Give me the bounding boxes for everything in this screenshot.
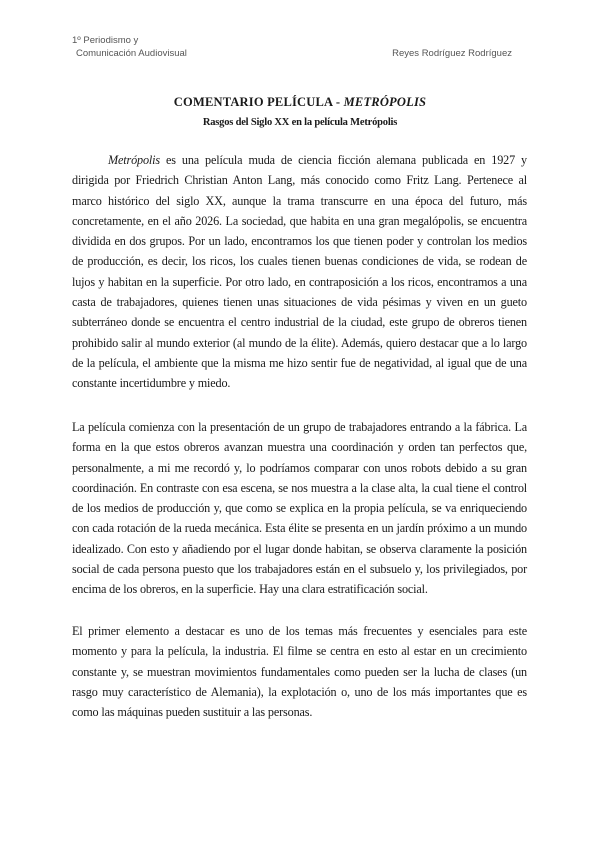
paragraph-1-lead: Metrópolis [108, 153, 160, 167]
document-title [0, 95, 600, 110]
header-course-line2: Comunicación Audiovisual [76, 48, 187, 59]
paragraph-2: La película comienza con la presentación de un grupo de trabajadores entrando a la fábrica. La forma en la que estos obreros avanzan muestra una coordinación y orden tan perfectos que, personalmente, a mi me recordó y, lo podríamos comparar con unos robots debido a su gran coordinación. En contraste con esa escena, se nos muestra a la clase alta, la cual tiene el control de los medios de producción y, que como se explica en la propia película, se va enriqueciendo con cada rotación de la rueda mecánica. Esta élite se presenta en un jardín próximo a un mundo idealizado. Con esto y añadiendo por el lugar donde habitan, se observa claramente la posición social de cada persona puesto que los trabajadores están en el subsuelo y, los privilegiados, por encima de los obreros, en la superficie. Hay una clara estratificación social. [72, 420, 527, 597]
title-prefix: COMENTARIO PELÍCULA - [173, 95, 344, 109]
paragraph-1-text: es una película muda de ciencia ficción alemana publicada en 1927 y dirigida por Friedrich Christian Anton Lang, más conocido como Fritz Lang. Pertenece al marco histórico del siglo XX, aunque la trama transcurre en una época del futuro, más concretamente, en el año 2026. La sociedad, que habita en una gran megalópolis, se encuentra dividida en dos grupos. Por un lado, encontramos los que tienen poder y controlan los medios de producción, es decir, los ricos, los cuales tienen buenas condiciones de vida, se rodean de lujos y habitan en la superficie. Por otro lado, en contraposición a los ricos, encontramos a una casta de trabajadores, quienes tienen unas situaciones de vida pésimas y viven en un gueto subterráneo donde se encuentra el centro industrial de la ciudad, este grupo de obreros tienen prohibido salir al mundo exterior (al mundo de la élite). Además, quiero destacar que a lo largo de la película, el ambiente que la misma me hizo sentir fue de negatividad, al igual que de una constante incertidumbre y miedo. [72, 153, 527, 391]
title-film: METRÓPOLIS [343, 95, 427, 109]
document-subtitle: Rasgos del Siglo XX en la película Metrópolis [202, 117, 398, 128]
paragraph-1 [72, 150, 527, 394]
header-course-line1: 1º Periodismo y [72, 35, 139, 46]
paragraph-3: El primer elemento a destacar es uno de los temas más frecuentes y esenciales para este momento y para la película, la industria. El filme se centra en esto al estar en un crecimiento constante y, se muestran movimientos fundamentales como pueden ser la lucha de clases (un rasgo muy característico de Alemania), la explotación o, uno de los más importantes que es como las máquinas pueden sustituir a las personas. [72, 624, 527, 720]
header-author: Reyes Rodríguez Rodríguez [392, 48, 512, 59]
header-course [72, 34, 187, 60]
